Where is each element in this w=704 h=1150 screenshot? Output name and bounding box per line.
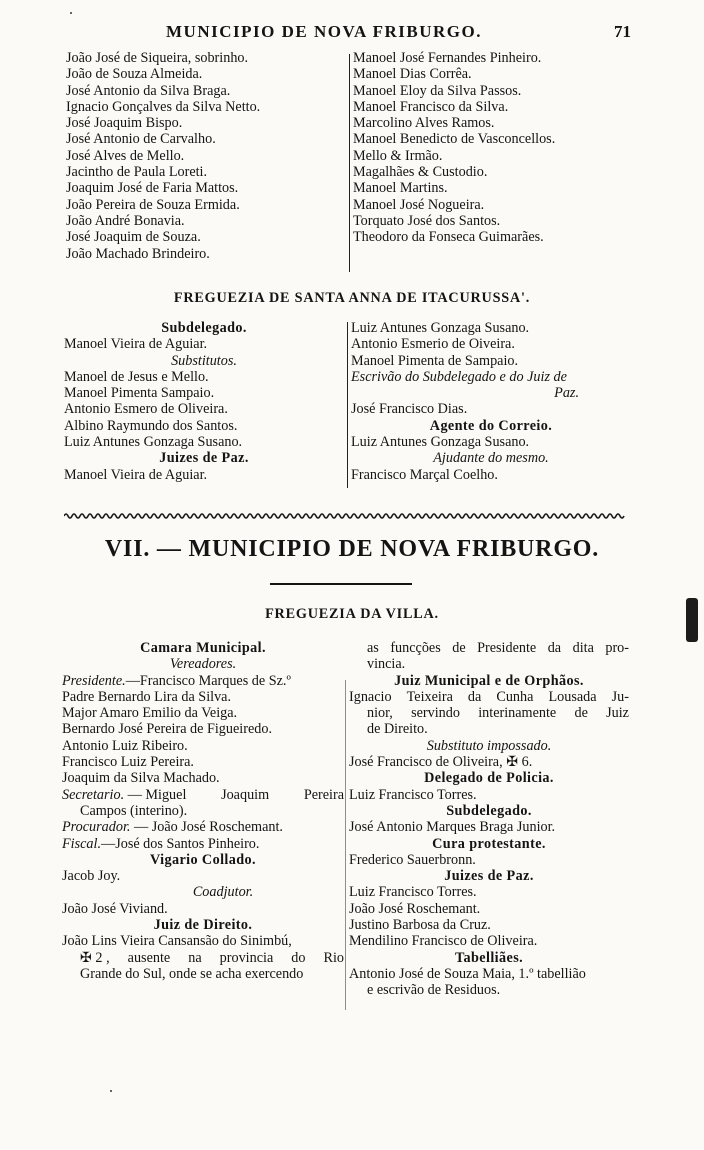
cont-word: dita: [572, 640, 594, 656]
fiscal-name: —José dos Santos Pinheiro.: [101, 835, 260, 852]
substitutos-heading: Substitutos.: [171, 352, 237, 369]
list-item: José Francisco Dias.: [351, 401, 468, 418]
speck-mark: [110, 1090, 112, 1092]
villa-right: [349, 640, 629, 999]
list-item: Theodoro da Fonseca Guimarães.: [353, 229, 544, 246]
list-item: Mello & Irmão.: [353, 147, 443, 164]
presidente-line: [62, 673, 344, 689]
list-item: Marcolino Alves Ramos.: [353, 115, 495, 132]
continuation-line: [349, 640, 629, 656]
juiz-municipal-line: de Direito.: [367, 721, 428, 738]
presidente-label: Presidente.: [62, 672, 126, 689]
list-item: João de Souza Almeida.: [66, 66, 203, 83]
list-item: Manoel de Jesus e Mello.: [64, 368, 209, 385]
column-divider: [347, 322, 348, 488]
list-item: Jacintho de Paula Loreti.: [66, 164, 208, 181]
juiz-word: Rio: [323, 949, 344, 966]
list-item: João Pereira de Souza Ermida.: [66, 196, 240, 213]
top-list-left: [66, 50, 348, 262]
list-item: Bernardo José Pereira de Figueiredo.: [62, 721, 272, 738]
list-item: Manoel José Nogueira.: [353, 196, 485, 213]
list-item: Manoel Eloy da Silva Passos.: [353, 82, 522, 99]
list-item: Antonio Esmerio de Oiveira.: [351, 336, 515, 353]
secretario-cont: Campos (interino).: [80, 802, 188, 819]
subdelegado-heading: Subdelegado.: [446, 802, 532, 819]
list-item: João José Roschemant.: [349, 900, 481, 917]
list-item: João André Bonavia.: [66, 212, 185, 229]
jm-word: Lousada: [548, 688, 597, 705]
list-item: Luiz Antunes Gonzaga Susano.: [351, 320, 530, 336]
list-item: Manoel Benedicto de Vasconcellos.: [353, 131, 556, 148]
jm-word: Teixeira: [406, 688, 453, 705]
list-item: Albino Raymundo dos Santos.: [64, 417, 238, 434]
secretario-word: Joaquim: [221, 786, 270, 803]
list-item: Ignacio Gonçalves da Silva Netto.: [66, 98, 261, 115]
cont-word: de: [452, 640, 466, 656]
list-item: Antonio Luiz Ribeiro.: [62, 737, 188, 754]
coadjutor-heading: Coadjutor.: [192, 884, 254, 901]
subdelegado-heading: Subdelegado.: [161, 320, 247, 336]
escrivao-heading-cont: Paz.: [554, 385, 579, 402]
secretario-text: [62, 787, 186, 803]
vereadores-heading: Vereadores.: [169, 656, 237, 673]
escrivao-heading: Escrivão do Subdelegado e do Juiz de: [351, 368, 567, 385]
list-item: Luiz Francisco Torres.: [349, 884, 477, 901]
list-item: Manoel Pimenta de Sampaio.: [351, 352, 519, 369]
secretario-line: [62, 787, 344, 803]
list-item: Magalhães & Custodio.: [353, 164, 488, 181]
juiz-direito-line: João Lins Vieira Cansansão do Sinimbú,: [62, 933, 292, 950]
list-item: Francisco Luiz Pereira.: [62, 754, 194, 771]
villa-left: [62, 640, 344, 982]
list-item: José Alves de Mello.: [66, 147, 185, 164]
juiz-direito-line: Grande do Sul, onde se acha exercendo: [80, 965, 304, 982]
secretario-label: Secretario.: [62, 786, 125, 803]
wavy-ornament-divider: [64, 511, 626, 521]
list-item: Justino Barbosa da Cruz.: [349, 917, 491, 934]
list-item: Joaquim da Silva Machado.: [62, 770, 220, 787]
cont-word: Presidente: [477, 640, 537, 656]
speck-mark: [70, 12, 72, 14]
juiz-municipal-heading: Juiz Municipal e de Orphãos.: [394, 672, 584, 689]
juiz-word: provincia: [219, 949, 274, 966]
list-item: Luiz Antunes Gonzaga Susano.: [351, 434, 530, 451]
cura-heading: Cura protestante.: [432, 835, 546, 852]
list-item: José Antonio Marques Braga Junior.: [349, 819, 556, 836]
tabelliaes-heading: Tabelliães.: [454, 949, 524, 966]
delegado-heading: Delegado de Policia.: [424, 770, 554, 787]
presidente-name: —Francisco Marques de Sz.º: [125, 672, 291, 689]
secretario-word: — Miguel: [127, 786, 187, 803]
cont-word: funcções: [390, 640, 441, 656]
cont-word: pro-: [605, 640, 629, 656]
jm-word: nior,: [367, 705, 393, 722]
list-item: Manoel José Fernandes Pinheiro.: [353, 50, 542, 66]
santa-anna-left: [64, 320, 344, 483]
santa-anna-right: [351, 320, 631, 483]
section-heading-santa-anna: FREGUEZIA DE SANTA ANNA DE ITACURUSSA'.: [173, 290, 531, 306]
jm-word: interinamente: [478, 705, 557, 722]
list-item: João Machado Brindeiro.: [66, 245, 210, 262]
juiz-word: ausente: [127, 949, 171, 966]
title-rule: [270, 583, 412, 585]
binding-clip-mark: [686, 598, 698, 642]
continuation-line: vincia.: [367, 656, 406, 673]
substituto-heading: Substituto impossado.: [426, 737, 552, 754]
list-item: Francisco Marçal Coelho.: [351, 466, 498, 483]
jm-word: da: [467, 688, 482, 705]
list-item: Luiz Antunes Gonzaga Susano.: [64, 434, 243, 451]
procurador-name: — João José Roschemant.: [134, 819, 283, 836]
list-item: Joaquim José de Faria Mattos.: [66, 180, 239, 197]
section-title: VII. — MUNICIPIO DE NOVA FRIBURGO.: [104, 536, 600, 562]
secretario-word: Pereira: [303, 786, 344, 803]
list-item: Frederico Sauerbronn.: [349, 851, 476, 868]
procurador-label: Procurador.: [62, 819, 131, 836]
list-item: Manoel Martins.: [353, 180, 448, 197]
list-item: Luiz Francisco Torres.: [349, 786, 477, 803]
juiz-municipal-line: [349, 705, 629, 721]
juizes-heading: Juizes de Paz.: [444, 868, 534, 885]
list-item: José Joaquim Bispo.: [66, 115, 183, 132]
list-item: Antonio Esmero de Oliveira.: [64, 401, 228, 418]
juiz-word: ✠ 2 ,: [80, 949, 110, 966]
section-heading-villa: FREGUEZIA DA VILLA.: [265, 606, 439, 622]
ajudante-heading: Ajudante do mesmo.: [433, 450, 549, 467]
camara-heading: Camara Municipal.: [140, 640, 266, 656]
list-item: José Antonio da Silva Braga.: [66, 82, 231, 99]
page-number: 71: [614, 22, 631, 41]
list-item: Mendilino Francisco de Oliveira.: [349, 933, 538, 950]
list-item: Padre Bernardo Lira da Silva.: [62, 688, 232, 705]
list-item: Jacob Joy.: [62, 868, 121, 885]
jm-word: Cunha: [496, 688, 534, 705]
jm-word: servindo: [411, 705, 460, 722]
list-item: João José Viviand.: [62, 900, 168, 917]
list-item: Manoel Vieira de Aguiar.: [64, 336, 208, 353]
juizes-heading: Juizes de Paz.: [159, 450, 249, 467]
list-item: Manoel Dias Corrêa.: [353, 66, 472, 83]
top-list-right: [353, 50, 633, 246]
juiz-municipal-line: [349, 689, 629, 705]
list-item: João José de Siqueira, sobrinho.: [66, 50, 249, 66]
fiscal-label: Fiscal.: [62, 835, 102, 852]
list-item: José Francisco de Oliveira, ✠ 6.: [349, 754, 533, 771]
list-item: Manoel Francisco da Silva.: [353, 98, 509, 115]
vigario-heading: Vigario Collado.: [150, 851, 256, 868]
list-item: Torquato José dos Santos.: [353, 212, 501, 229]
jm-word: Ignacio: [349, 688, 392, 705]
list-item: José Joaquim de Souza.: [66, 229, 201, 246]
fiscal-line: [62, 836, 344, 852]
jm-word: Juiz: [606, 705, 629, 722]
column-divider: [349, 54, 350, 272]
list-item: Manoel Pimenta Sampaio.: [64, 385, 215, 402]
juiz-word: do: [291, 949, 306, 966]
list-item: Major Amaro Emilio da Veiga.: [62, 705, 238, 722]
list-item: e escrivão de Residuos.: [367, 982, 501, 999]
correio-heading: Agente do Correio.: [429, 417, 553, 434]
list-item: Manoel Vieira de Aguiar.: [64, 466, 208, 483]
running-header: [0, 22, 704, 48]
list-item: Antonio José de Souza Maia, 1.º tabellião: [349, 965, 586, 982]
procurador-line: [62, 819, 344, 835]
list-item: José Antonio de Carvalho.: [66, 131, 216, 148]
jm-word: Ju-: [611, 688, 629, 705]
juiz-direito-line: [62, 950, 344, 966]
juiz-word: na: [188, 949, 202, 966]
running-header-title: MUNICIPIO DE NOVA FRIBURGO.: [166, 22, 482, 41]
jm-word: de: [574, 705, 588, 722]
cont-word: as: [367, 640, 379, 656]
juiz-direito-heading: Juiz de Direito.: [153, 917, 253, 934]
cont-word: da: [547, 640, 562, 656]
column-divider: [345, 680, 346, 1010]
